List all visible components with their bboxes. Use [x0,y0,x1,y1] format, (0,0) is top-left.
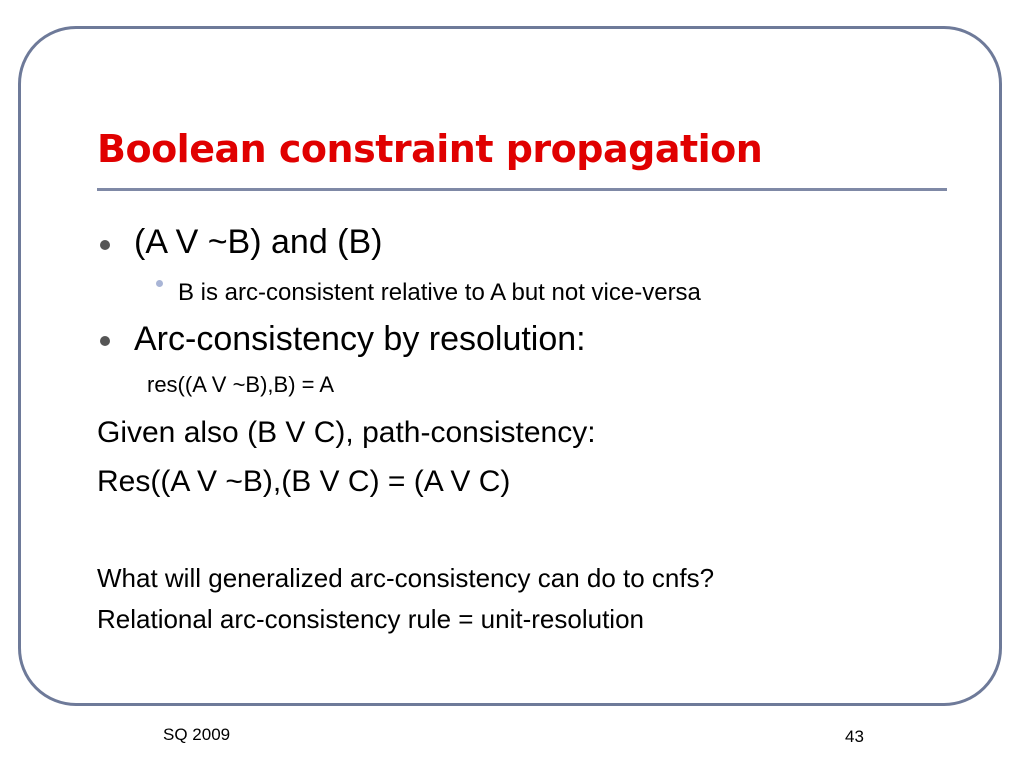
slide-title: Boolean constraint propagation [97,127,763,171]
bullet-icon [100,336,110,346]
bullet-item: Arc-consistency by resolution: [134,320,586,358]
bullet-item: (A V ~B) and (B) [134,223,383,261]
footer-label: SQ 2009 [163,725,231,744]
body-line: Given also (B V C), path-consistency: [97,416,596,449]
body-line: Res((A V ~B),(B V C) = (A V C) [97,465,511,498]
indented-line: res((A V ~B),B) = A [147,372,335,397]
title-divider [97,188,947,191]
question-line: What will generalized arc-consistency can do to cnfs? [97,563,715,593]
sub-bullet-icon [156,280,163,287]
body-line: Relational arc-consistency rule = unit-resolution [97,604,644,634]
sub-bullet-item: B is arc-consistent relative to A but not vice-versa [178,279,701,306]
bullet-icon [100,240,110,250]
page-number: 43 [845,727,864,746]
